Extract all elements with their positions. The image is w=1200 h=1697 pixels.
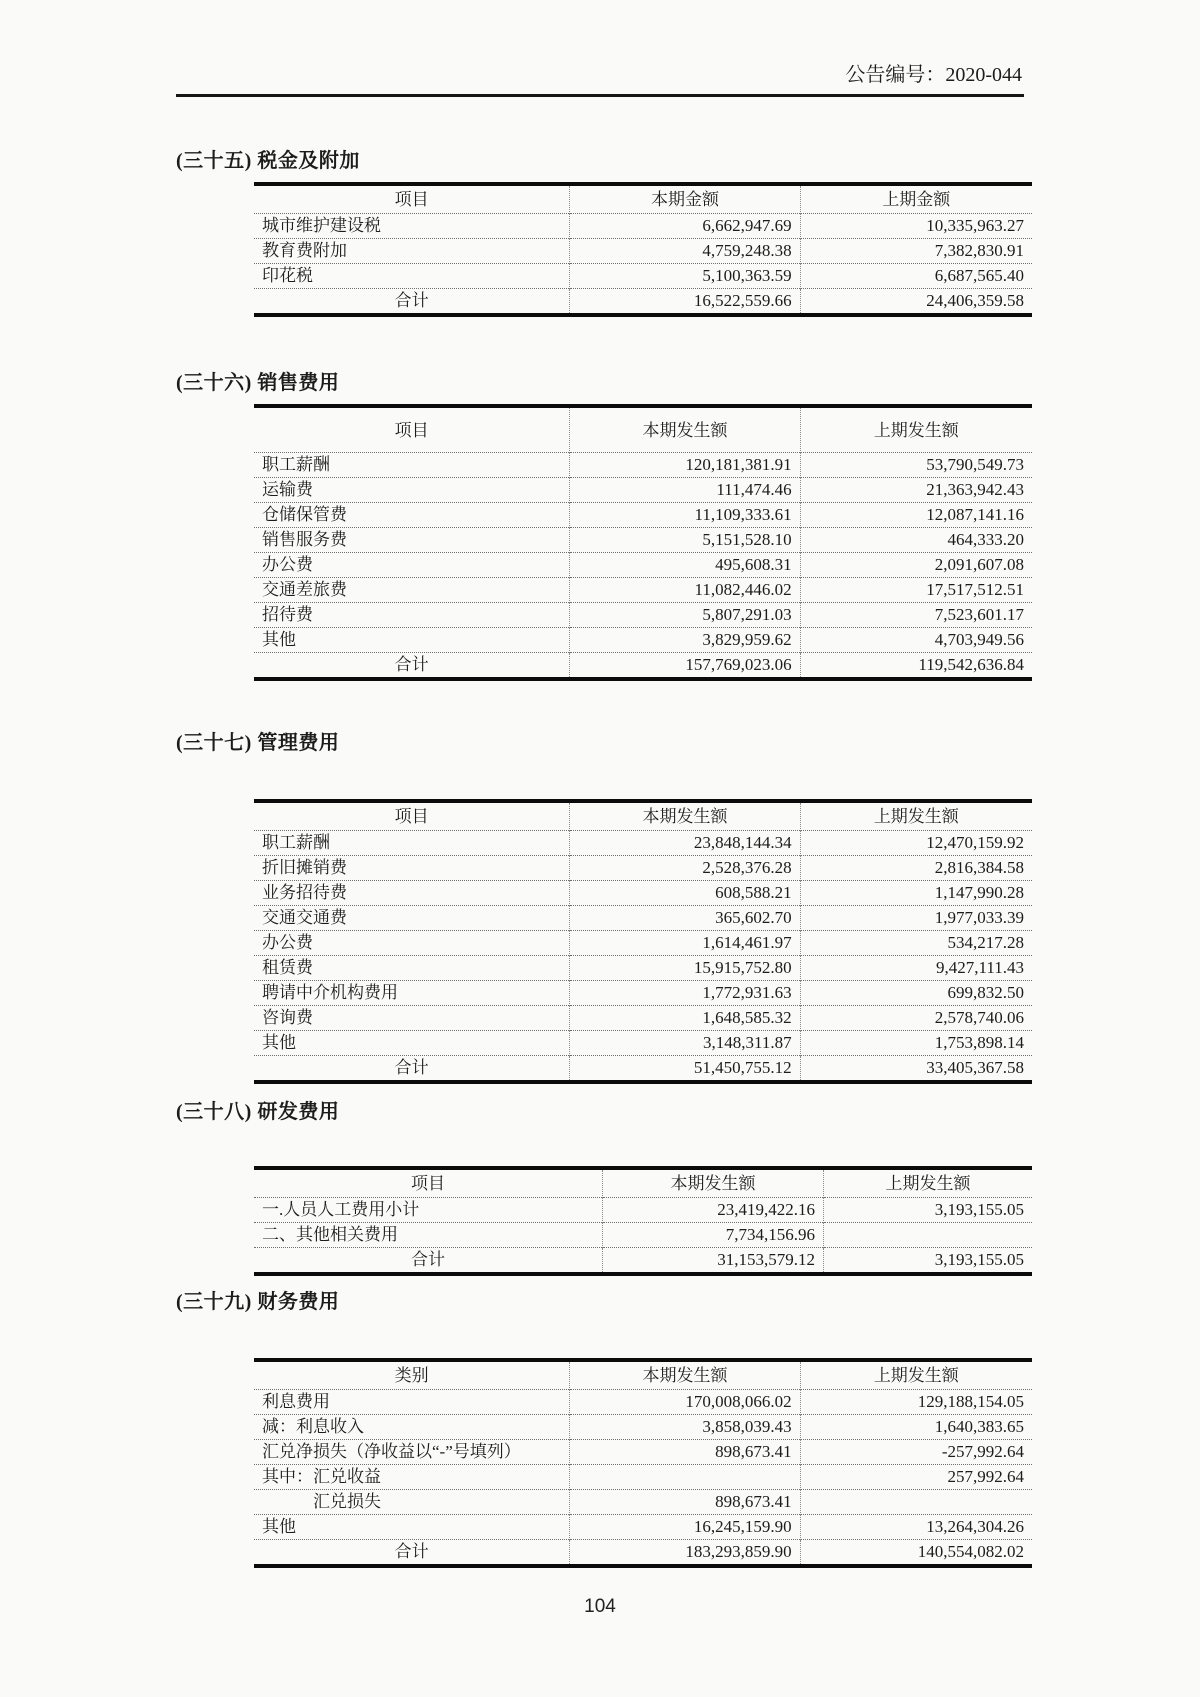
cell-prior-period: 119,542,636.84 [800, 653, 1032, 680]
cell-item-label: 招待费 [254, 603, 570, 628]
table-row [254, 906, 1032, 931]
total-row [254, 1056, 1032, 1083]
cell-item-label: 合计 [254, 289, 570, 316]
cell-item-label: 利息费用 [254, 1390, 570, 1415]
cell-item-label: 办公费 [254, 553, 570, 578]
cell-item-label: 业务招待费 [254, 881, 570, 906]
cell-current-period: 495,608.31 [570, 553, 800, 578]
table-row [254, 1465, 1032, 1490]
cell-prior-period: 17,517,512.51 [800, 578, 1032, 603]
financial-table [254, 799, 1032, 1084]
column-header: 上期发生额 [800, 1360, 1032, 1390]
financial-table [254, 182, 1032, 317]
sections [176, 147, 1024, 1568]
cell-prior-period: 13,264,304.26 [800, 1515, 1032, 1540]
cell-item-label: 办公费 [254, 931, 570, 956]
cell-prior-period: 12,087,141.16 [800, 503, 1032, 528]
financial-table [254, 1358, 1032, 1568]
cell-current-period: 1,772,931.63 [570, 981, 800, 1006]
cell-prior-period: 3,193,155.05 [823, 1248, 1032, 1275]
column-header: 本期发生额 [570, 801, 800, 831]
column-header: 本期发生额 [603, 1168, 824, 1198]
cell-item-label: 聘请中介机构费用 [254, 981, 570, 1006]
table-row [254, 264, 1032, 289]
table-row [254, 881, 1032, 906]
column-header: 上期发生额 [800, 801, 1032, 831]
table-row [254, 503, 1032, 528]
cell-current-period: 898,673.41 [570, 1440, 800, 1465]
table-row [254, 856, 1032, 881]
table-row [254, 1223, 1032, 1248]
cell-item-label: 合计 [254, 1248, 603, 1275]
cell-prior-period: 21,363,942.43 [800, 478, 1032, 503]
cell-item-label: 二、其他相关费用 [254, 1223, 603, 1248]
table-header-row [254, 184, 1032, 214]
cell-item-label: 汇兑损失 [254, 1490, 570, 1515]
table-header-row [254, 1168, 1032, 1198]
cell-item-label: 汇兑净损失（净收益以“-”号填列） [254, 1440, 570, 1465]
table-row [254, 239, 1032, 264]
header-rule [176, 94, 1024, 97]
cell-item-label: 一.人员人工费用小计 [254, 1198, 603, 1223]
cell-item-label: 合计 [254, 653, 570, 680]
column-header: 上期金额 [800, 184, 1032, 214]
section-heading: (三十五) 税金及附加 [176, 150, 360, 172]
table-row [254, 1515, 1032, 1540]
cell-prior-period: 1,147,990.28 [800, 881, 1032, 906]
cell-prior-period: 12,470,159.92 [800, 831, 1032, 856]
cell-current-period: 120,181,381.91 [570, 453, 800, 478]
cell-item-label: 城市维护建设税 [254, 214, 570, 239]
cell-item-label: 折旧摊销费 [254, 856, 570, 881]
column-header: 项目 [394, 807, 429, 826]
cell-item-label: 其他 [254, 1515, 570, 1540]
cell-current-period: 16,245,159.90 [570, 1515, 800, 1540]
cell-prior-period: 129,188,154.05 [800, 1390, 1032, 1415]
cell-item-label: 租赁费 [254, 956, 570, 981]
table-row [254, 578, 1032, 603]
expense-section [176, 147, 1024, 317]
table-row [254, 931, 1032, 956]
cell-prior-period: 2,578,740.06 [800, 1006, 1032, 1031]
cell-item-label: 教育费附加 [254, 239, 570, 264]
cell-current-period: 4,759,248.38 [570, 239, 800, 264]
cell-prior-period: 24,406,359.58 [800, 289, 1032, 316]
table-row [254, 1031, 1032, 1056]
cell-current-period: 3,148,311.87 [570, 1031, 800, 1056]
total-row [254, 1248, 1032, 1275]
cell-item-label: 交通差旅费 [254, 578, 570, 603]
cell-item-label: 咨询费 [254, 1006, 570, 1031]
cell-item-label: 交通交通费 [254, 906, 570, 931]
cell-prior-period: 257,992.64 [800, 1465, 1032, 1490]
table-row [254, 1490, 1032, 1515]
cell-item-label: 其中：汇兑收益 [254, 1465, 570, 1490]
total-row [254, 653, 1032, 680]
cell-prior-period: 699,832.50 [800, 981, 1032, 1006]
cell-item-label: 运输费 [254, 478, 570, 503]
cell-current-period: 3,858,039.43 [570, 1415, 800, 1440]
column-header: 上期发生额 [823, 1168, 1032, 1198]
cell-current-period: 6,662,947.69 [570, 214, 800, 239]
column-header: 项目 [411, 1174, 446, 1193]
table-row [254, 528, 1032, 553]
cell-current-period: 11,109,333.61 [570, 503, 800, 528]
expense-section [176, 729, 1024, 1084]
cell-prior-period: 464,333.20 [800, 528, 1032, 553]
column-header: 本期金额 [570, 184, 800, 214]
table-row [254, 453, 1032, 478]
cell-current-period: 157,769,023.06 [570, 653, 800, 680]
cell-prior-period: 534,217.28 [800, 931, 1032, 956]
cell-prior-period: -257,992.64 [800, 1440, 1032, 1465]
section-heading: (三十八) 研发费用 [176, 1101, 340, 1123]
table-row [254, 956, 1032, 981]
cell-item-label: 职工薪酬 [254, 831, 570, 856]
cell-current-period: 5,100,363.59 [570, 264, 800, 289]
cell-current-period: 7,734,156.96 [603, 1223, 824, 1248]
cell-current-period: 31,153,579.12 [603, 1248, 824, 1275]
cell-current-period: 2,528,376.28 [570, 856, 800, 881]
cell-item-label: 其他 [254, 1031, 570, 1056]
cell-item-label: 印花税 [254, 264, 570, 289]
table-header-row [254, 801, 1032, 831]
column-header: 本期发生额 [570, 406, 800, 453]
cell-current-period: 11,082,446.02 [570, 578, 800, 603]
section-heading: (三十七) 管理费用 [176, 732, 340, 754]
notice-number: 公告编号：2020-044 [845, 64, 1022, 86]
cell-current-period: 1,648,585.32 [570, 1006, 800, 1031]
cell-current-period: 5,151,528.10 [570, 528, 800, 553]
cell-current-period: 183,293,859.90 [570, 1540, 800, 1567]
table-header-row [254, 406, 1032, 453]
expense-section [176, 1288, 1024, 1568]
table-row [254, 478, 1032, 503]
cell-current-period: 1,614,461.97 [570, 931, 800, 956]
total-row [254, 289, 1032, 316]
cell-current-period: 5,807,291.03 [570, 603, 800, 628]
financial-table [254, 404, 1032, 681]
table-row [254, 1390, 1032, 1415]
page-number: 104 [584, 1596, 616, 1617]
cell-current-period: 898,673.41 [570, 1490, 800, 1515]
cell-current-period: 23,848,144.34 [570, 831, 800, 856]
table-row [254, 214, 1032, 239]
cell-item-label: 职工薪酬 [254, 453, 570, 478]
cell-current-period: 51,450,755.12 [570, 1056, 800, 1083]
cell-prior-period: 7,382,830.91 [800, 239, 1032, 264]
cell-item-label: 其他 [254, 628, 570, 653]
cell-current-period: 16,522,559.66 [570, 289, 800, 316]
cell-current-period: 365,602.70 [570, 906, 800, 931]
cell-prior-period: 9,427,111.43 [800, 956, 1032, 981]
cell-current-period [570, 1465, 800, 1490]
cell-item-label: 仓储保管费 [254, 503, 570, 528]
table-row [254, 1440, 1032, 1465]
cell-prior-period: 6,687,565.40 [800, 264, 1032, 289]
table-row [254, 628, 1032, 653]
cell-current-period: 23,419,422.16 [603, 1198, 824, 1223]
column-header: 类别 [394, 1366, 429, 1385]
cell-current-period: 608,588.21 [570, 881, 800, 906]
cell-prior-period: 53,790,549.73 [800, 453, 1032, 478]
cell-prior-period: 10,335,963.27 [800, 214, 1032, 239]
expense-section [176, 369, 1024, 681]
cell-item-label: 合计 [254, 1056, 570, 1083]
cell-item-label: 减：利息收入 [254, 1415, 570, 1440]
table-row [254, 831, 1032, 856]
cell-prior-period: 2,091,607.08 [800, 553, 1032, 578]
cell-current-period: 170,008,066.02 [570, 1390, 800, 1415]
cell-prior-period [800, 1490, 1032, 1515]
cell-prior-period: 7,523,601.17 [800, 603, 1032, 628]
cell-item-label: 销售服务费 [254, 528, 570, 553]
cell-prior-period: 1,640,383.65 [800, 1415, 1032, 1440]
cell-prior-period [823, 1223, 1032, 1248]
cell-current-period: 111,474.46 [570, 478, 800, 503]
column-header: 项目 [394, 190, 429, 209]
document-header [176, 0, 1024, 97]
total-row [254, 1540, 1032, 1567]
cell-prior-period: 1,753,898.14 [800, 1031, 1032, 1056]
column-header: 上期发生额 [800, 406, 1032, 453]
expense-section [176, 1098, 1024, 1276]
cell-item-label: 合计 [254, 1540, 570, 1567]
cell-prior-period: 4,703,949.56 [800, 628, 1032, 653]
section-heading: (三十九) 财务费用 [176, 1291, 340, 1313]
column-header: 项目 [394, 420, 429, 440]
table-row [254, 1198, 1032, 1223]
section-heading: (三十六) 销售费用 [176, 372, 340, 394]
cell-prior-period: 140,554,082.02 [800, 1540, 1032, 1567]
cell-prior-period: 33,405,367.58 [800, 1056, 1032, 1083]
column-header: 本期发生额 [570, 1360, 800, 1390]
table-row [254, 981, 1032, 1006]
table-header-row [254, 1360, 1032, 1390]
cell-prior-period: 3,193,155.05 [823, 1198, 1032, 1223]
table-row [254, 1006, 1032, 1031]
table-row [254, 603, 1032, 628]
cell-current-period: 15,915,752.80 [570, 956, 800, 981]
table-row [254, 1415, 1032, 1440]
cell-prior-period: 1,977,033.39 [800, 906, 1032, 931]
table-row [254, 553, 1032, 578]
cell-prior-period: 2,816,384.58 [800, 856, 1032, 881]
financial-table [254, 1166, 1032, 1276]
cell-current-period: 3,829,959.62 [570, 628, 800, 653]
